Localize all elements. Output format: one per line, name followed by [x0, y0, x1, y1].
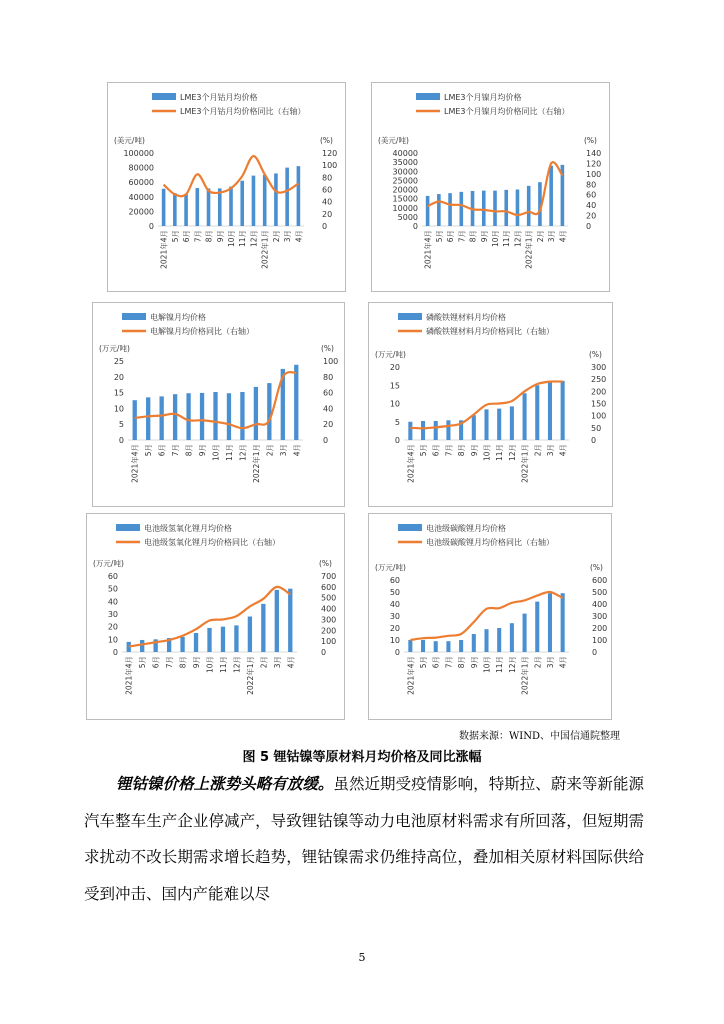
- right-tick-label: 40: [586, 201, 597, 211]
- legend-label-line: 电池级碳酸锂月均价格同比（右轴）: [426, 538, 554, 547]
- left-tick-label: 40: [107, 597, 118, 607]
- chart-panel-cobalt: [107, 82, 346, 292]
- x-tick-label: 2月: [271, 230, 281, 243]
- bar-12: [288, 589, 292, 652]
- bar-6: [207, 628, 211, 652]
- right-tick-label: 400: [321, 604, 337, 614]
- x-tick-label: 5月: [434, 230, 444, 243]
- bar-5: [472, 634, 476, 652]
- right-tick-label: 60: [323, 388, 334, 398]
- left-axis-unit: (万元/吨): [93, 559, 124, 568]
- x-tick-label: 2021年4月: [159, 230, 169, 269]
- bar-5: [472, 415, 476, 440]
- bar-12: [561, 593, 565, 652]
- right-tick-label: 300: [321, 615, 337, 625]
- bar-10: [535, 385, 539, 440]
- bar-7: [497, 628, 501, 652]
- bar-7: [504, 190, 508, 226]
- bar-5: [482, 191, 486, 226]
- left-tick-label: 15: [113, 388, 124, 398]
- page-number: 5: [358, 951, 366, 964]
- right-tick-label: 60: [586, 190, 597, 200]
- chart-panel-lithium-carbonate: [368, 513, 612, 720]
- legend-label-line: 电池级氢氧化锂月均价格同比（右轴）: [144, 538, 280, 547]
- right-tick-label: 100: [592, 636, 608, 645]
- legend-bar-swatch: [116, 524, 140, 531]
- right-axis-unit: (%): [584, 136, 597, 145]
- left-tick-label: 5: [118, 420, 124, 430]
- x-tick-label: 4月: [286, 656, 296, 669]
- right-tick-label: 200: [321, 626, 337, 636]
- right-tick-label: 700: [321, 572, 337, 581]
- right-tick-label: 250: [591, 375, 607, 385]
- bar-4: [459, 640, 463, 652]
- right-tick-label: 0: [586, 222, 592, 231]
- x-tick-label: 12月: [232, 656, 242, 674]
- right-tick-label: 60: [322, 185, 333, 195]
- x-tick-label: 6月: [431, 656, 441, 669]
- x-tick-label: 2月: [259, 656, 269, 669]
- right-tick-label: 40: [322, 197, 333, 207]
- left-tick-label: 60: [389, 576, 400, 585]
- left-tick-label: 0: [118, 436, 124, 445]
- right-tick-label: 140: [586, 149, 602, 158]
- bar-0: [133, 400, 137, 440]
- right-tick-label: 150: [591, 399, 607, 409]
- bar-9: [248, 617, 252, 652]
- x-tick-label: 8月: [468, 230, 478, 243]
- right-axis-unit: (%): [319, 559, 332, 568]
- left-tick-label: 60000: [128, 178, 154, 188]
- x-tick-label: 2021年4月: [406, 656, 416, 695]
- paragraph-lead: 锂钴镍价格上涨势头略有放缓。: [116, 774, 334, 793]
- legend-label-bars: 磷酸铁锂材料月均价格: [426, 313, 506, 322]
- left-axis-unit: (万元/吨): [99, 344, 130, 353]
- left-tick-label: 5000: [397, 212, 418, 222]
- bar-8: [516, 190, 520, 227]
- x-tick-label: 8月: [457, 656, 467, 669]
- legend-bar-swatch: [398, 524, 422, 531]
- x-tick-label: 6月: [157, 444, 167, 457]
- x-tick-label: 2021年4月: [423, 230, 433, 269]
- x-tick-label: 5月: [170, 230, 180, 243]
- left-tick-label: 20: [107, 622, 118, 632]
- right-tick-label: 20: [322, 209, 333, 219]
- bar-10: [267, 383, 271, 440]
- left-tick-label: 0: [148, 222, 154, 231]
- x-tick-label: 9月: [192, 656, 202, 669]
- x-tick-label: 4月: [294, 230, 304, 243]
- right-axis-unit: (%): [589, 350, 602, 359]
- chart-svg-0: [108, 83, 347, 293]
- left-tick-label: 10000: [392, 203, 418, 213]
- left-tick-label: 15: [389, 381, 400, 391]
- right-tick-label: 300: [591, 363, 607, 372]
- bar-7: [240, 181, 244, 226]
- right-tick-label: 20: [586, 211, 597, 221]
- bar-1: [421, 640, 425, 652]
- x-tick-label: 4月: [558, 444, 568, 457]
- bar-7: [227, 393, 231, 440]
- right-tick-label: 100: [323, 357, 339, 366]
- left-tick-label: 80000: [128, 163, 154, 173]
- chart-svg-2: [93, 303, 346, 508]
- body-paragraph: [84, 766, 644, 912]
- x-tick-label: 10月: [227, 230, 236, 248]
- legend-label-line: 磷酸铁锂材料月均价格同比（右轴）: [426, 327, 554, 336]
- bar-3: [446, 420, 450, 440]
- bar-10: [261, 604, 265, 652]
- x-tick-label: 2022年1月: [524, 230, 534, 269]
- x-tick-label: 10月: [491, 230, 500, 248]
- left-axis-unit: (美元/吨): [378, 136, 409, 145]
- legend-label-bars: LME3个月镍月均价格: [444, 93, 522, 102]
- left-tick-label: 30000: [392, 167, 418, 177]
- bar-4: [186, 393, 190, 440]
- x-tick-label: 2021年4月: [406, 444, 416, 483]
- bar-4: [180, 637, 184, 652]
- left-tick-label: 60: [107, 572, 118, 581]
- x-tick-label: 6月: [431, 444, 441, 457]
- right-tick-label: 400: [592, 600, 608, 609]
- chart-svg-1: [372, 83, 611, 293]
- left-tick-label: 25: [113, 357, 124, 366]
- x-tick-label: 5月: [144, 444, 154, 457]
- bar-11: [275, 590, 279, 652]
- right-tick-label: 200: [591, 387, 607, 397]
- bar-11: [549, 166, 553, 226]
- bar-2: [160, 396, 164, 440]
- left-axis-unit: (美元/吨): [114, 136, 145, 145]
- bar-10: [535, 602, 539, 652]
- right-tick-label: 0: [591, 436, 597, 445]
- left-tick-label: 50: [107, 584, 118, 594]
- right-tick-label: 600: [592, 576, 608, 585]
- x-tick-label: 3月: [283, 230, 293, 243]
- bar-9: [523, 393, 527, 440]
- x-tick-label: 10月: [205, 656, 215, 674]
- chart-svg-4: [87, 514, 346, 721]
- bar-0: [426, 196, 430, 226]
- right-tick-label: 0: [592, 648, 598, 657]
- x-tick-label: 3月: [545, 444, 555, 457]
- legend-label-bars: 电解镍月均价格: [150, 313, 206, 322]
- right-tick-label: 0: [323, 436, 329, 445]
- legend-label-line: 电解镍月均价格同比（右轴）: [150, 327, 254, 336]
- left-tick-label: 25000: [392, 176, 418, 186]
- x-tick-label: 7月: [457, 230, 467, 243]
- left-tick-label: 0: [412, 222, 418, 231]
- bar-0: [408, 422, 412, 440]
- x-tick-label: 12月: [507, 656, 517, 674]
- bar-10: [274, 173, 278, 226]
- x-tick-label: 2022年1月: [245, 656, 255, 695]
- chart-panel-lfp: [368, 302, 613, 507]
- x-tick-label: 10月: [482, 656, 492, 674]
- legend-label-line: LME3个月钴月均价格同比（右轴）: [180, 107, 306, 116]
- left-tick-label: 35000: [392, 158, 418, 168]
- right-axis-unit: (%): [320, 136, 333, 145]
- x-tick-label: 10月: [211, 444, 221, 462]
- x-tick-label: 7月: [165, 656, 175, 669]
- legend-bar-swatch: [398, 313, 422, 320]
- x-tick-label: 8月: [178, 656, 188, 669]
- right-tick-label: 600: [321, 582, 337, 592]
- bar-1: [146, 397, 150, 440]
- right-tick-label: 80: [586, 180, 597, 190]
- bar-4: [207, 188, 211, 226]
- legend-label-line: LME3个月镍月均价格同比（右轴）: [444, 107, 570, 116]
- left-tick-label: 100000: [123, 149, 154, 158]
- bar-8: [510, 406, 514, 440]
- bar-3: [196, 188, 200, 226]
- x-tick-label: 2022年1月: [520, 444, 530, 483]
- legend-label-bars: 电池级碳酸锂月均价格: [426, 524, 506, 533]
- x-tick-label: 2021年4月: [124, 656, 134, 695]
- right-tick-label: 40: [323, 404, 334, 414]
- bar-5: [194, 633, 198, 652]
- x-tick-label: 5月: [419, 444, 429, 457]
- left-tick-label: 40000: [392, 149, 418, 158]
- bar-8: [510, 623, 514, 652]
- bar-8: [234, 625, 238, 652]
- x-tick-label: 9月: [479, 230, 489, 243]
- x-tick-label: 11月: [224, 444, 234, 462]
- left-tick-label: 0: [112, 648, 118, 657]
- right-tick-label: 500: [321, 593, 337, 603]
- x-tick-label: 6月: [446, 230, 456, 243]
- bar-9: [254, 387, 258, 440]
- x-tick-label: 2月: [533, 444, 543, 457]
- right-axis-unit: (%): [590, 563, 603, 572]
- bar-5: [200, 393, 204, 440]
- x-tick-label: 4月: [292, 444, 302, 457]
- x-tick-label: 3月: [272, 656, 282, 669]
- left-tick-label: 20: [113, 372, 124, 382]
- bar-9: [263, 175, 267, 226]
- bar-11: [548, 593, 552, 652]
- x-tick-label: 2022年1月: [520, 656, 530, 695]
- data-source-note: 数据来源：WIND、中国信通院整理: [459, 731, 620, 742]
- right-tick-label: 120: [586, 159, 602, 169]
- left-tick-label: 10: [107, 635, 118, 645]
- x-tick-label: 4月: [558, 656, 568, 669]
- right-axis-unit: (%): [321, 344, 334, 353]
- x-tick-label: 11月: [495, 444, 505, 462]
- x-tick-label: 10月: [482, 444, 492, 462]
- x-tick-label: 5月: [138, 656, 148, 669]
- x-tick-label: 12月: [238, 444, 248, 462]
- right-tick-label: 100: [586, 169, 602, 179]
- x-tick-label: 11月: [495, 656, 505, 674]
- x-tick-label: 11月: [218, 656, 228, 674]
- right-tick-label: 500: [592, 588, 608, 597]
- x-tick-label: 9月: [215, 230, 225, 243]
- left-tick-label: 20: [389, 363, 400, 372]
- x-tick-label: 12月: [507, 444, 517, 462]
- bar-12: [297, 166, 301, 226]
- right-tick-label: 80: [323, 372, 334, 382]
- left-tick-label: 0: [394, 436, 400, 445]
- x-tick-label: 12月: [513, 230, 523, 248]
- bar-6: [484, 409, 488, 440]
- bar-1: [173, 193, 177, 226]
- x-tick-label: 9月: [469, 444, 479, 457]
- bar-6: [484, 629, 488, 652]
- x-tick-label: 7月: [193, 230, 203, 243]
- bar-2: [184, 194, 188, 226]
- bar-6: [493, 191, 497, 226]
- x-tick-label: 8月: [204, 230, 214, 243]
- left-tick-label: 10: [389, 399, 400, 409]
- bar-3: [460, 192, 464, 226]
- x-tick-label: 9月: [198, 444, 208, 457]
- legend-bar-swatch: [416, 93, 440, 100]
- right-tick-label: 0: [322, 222, 328, 231]
- x-tick-label: 2月: [535, 230, 545, 243]
- bar-5: [218, 188, 222, 226]
- bar-11: [285, 168, 289, 226]
- bar-6: [213, 392, 217, 440]
- x-tick-label: 2月: [533, 656, 543, 669]
- bar-2: [448, 193, 452, 226]
- right-tick-label: 200: [592, 624, 608, 633]
- bar-3: [173, 394, 177, 440]
- x-tick-label: 7月: [444, 444, 454, 457]
- x-tick-label: 2022年1月: [251, 444, 261, 483]
- figure-caption: 图 5 锂钴镍等原材料月均价格及同比涨幅: [242, 750, 482, 765]
- right-tick-label: 20: [323, 420, 334, 430]
- bar-0: [162, 189, 166, 226]
- chart-panel-nickel-lme: [371, 82, 610, 292]
- bar-12: [294, 365, 298, 440]
- legend-label-bars: LME3个月钴月均价格: [180, 93, 258, 102]
- bar-8: [252, 176, 256, 226]
- legend-bar-swatch: [152, 93, 176, 100]
- left-tick-label: 30: [107, 610, 118, 619]
- x-tick-label: 8月: [457, 444, 467, 457]
- x-tick-label: 7月: [444, 656, 454, 669]
- bar-8: [240, 392, 244, 440]
- x-tick-label: 3月: [545, 656, 555, 669]
- bar-12: [561, 381, 565, 440]
- left-tick-label: 20000: [128, 207, 154, 217]
- left-tick-label: 10: [113, 404, 124, 414]
- right-tick-label: 300: [592, 612, 608, 621]
- x-tick-label: 2022年1月: [260, 230, 270, 269]
- x-tick-label: 2021年4月: [130, 444, 140, 483]
- legend-label-bars: 电池级氢氧化锂月均价格: [144, 524, 232, 533]
- left-tick-label: 50: [389, 588, 400, 597]
- bar-3: [446, 641, 450, 652]
- x-tick-label: 5月: [419, 656, 429, 669]
- x-tick-label: 3月: [547, 230, 557, 243]
- left-tick-label: 40: [389, 600, 400, 609]
- x-tick-label: 6月: [151, 656, 161, 669]
- paragraph-text: 虽然近期受疫情影响，特斯拉、蔚来等新能源汽车整车生产企业停减产，导致锂钴镍等动力电池原材料需求有所回落，但短期需求扰动不改长期需求增长趋势，锂钴镍需求仍维持高位，叠加相关原材料国际供给受到冲击、国内产能难以尽: [84, 775, 644, 903]
- right-tick-label: 50: [591, 423, 602, 433]
- right-tick-label: 120: [322, 149, 338, 158]
- x-tick-label: 12月: [249, 230, 259, 248]
- x-tick-label: 9月: [469, 656, 479, 669]
- bar-2: [434, 421, 438, 440]
- legend-bar-swatch: [122, 313, 146, 320]
- x-tick-label: 7月: [171, 444, 181, 457]
- right-tick-label: 100: [322, 161, 338, 171]
- bar-9: [527, 186, 531, 226]
- chart-panel-electrolytic-nickel: [92, 302, 345, 507]
- x-tick-label: 2月: [265, 444, 275, 457]
- bar-1: [140, 640, 144, 652]
- left-tick-label: 40000: [128, 192, 154, 202]
- x-tick-label: 4月: [558, 230, 568, 243]
- x-tick-label: 8月: [184, 444, 194, 457]
- x-tick-label: 11月: [502, 230, 512, 248]
- left-tick-label: 20: [389, 624, 400, 633]
- bar-0: [408, 640, 412, 652]
- left-tick-label: 5: [394, 417, 400, 427]
- left-tick-label: 20000: [392, 185, 418, 195]
- bar-7: [497, 409, 501, 440]
- left-tick-label: 15000: [392, 194, 418, 204]
- bar-1: [421, 421, 425, 440]
- x-tick-label: 6月: [182, 230, 192, 243]
- left-axis-unit: (万元/吨): [375, 350, 406, 359]
- x-tick-label: 3月: [278, 444, 288, 457]
- left-axis-unit: (万元/吨): [375, 563, 406, 572]
- bar-6: [229, 187, 233, 226]
- right-tick-label: 100: [591, 411, 607, 421]
- chart-svg-5: [369, 514, 613, 721]
- left-tick-label: 30: [389, 612, 400, 621]
- chart-panel-lithium-hydroxide: [86, 513, 345, 720]
- left-tick-label: 10: [389, 636, 400, 645]
- bar-2: [434, 641, 438, 652]
- bar-9: [523, 614, 527, 652]
- left-tick-label: 0: [394, 648, 400, 657]
- right-tick-label: 80: [322, 173, 333, 183]
- bar-7: [221, 627, 225, 652]
- bar-11: [548, 382, 552, 440]
- x-tick-label: 11月: [238, 230, 248, 248]
- right-tick-label: 100: [321, 637, 337, 647]
- right-tick-label: 0: [321, 648, 327, 657]
- chart-svg-3: [369, 303, 614, 508]
- bar-1: [437, 194, 441, 226]
